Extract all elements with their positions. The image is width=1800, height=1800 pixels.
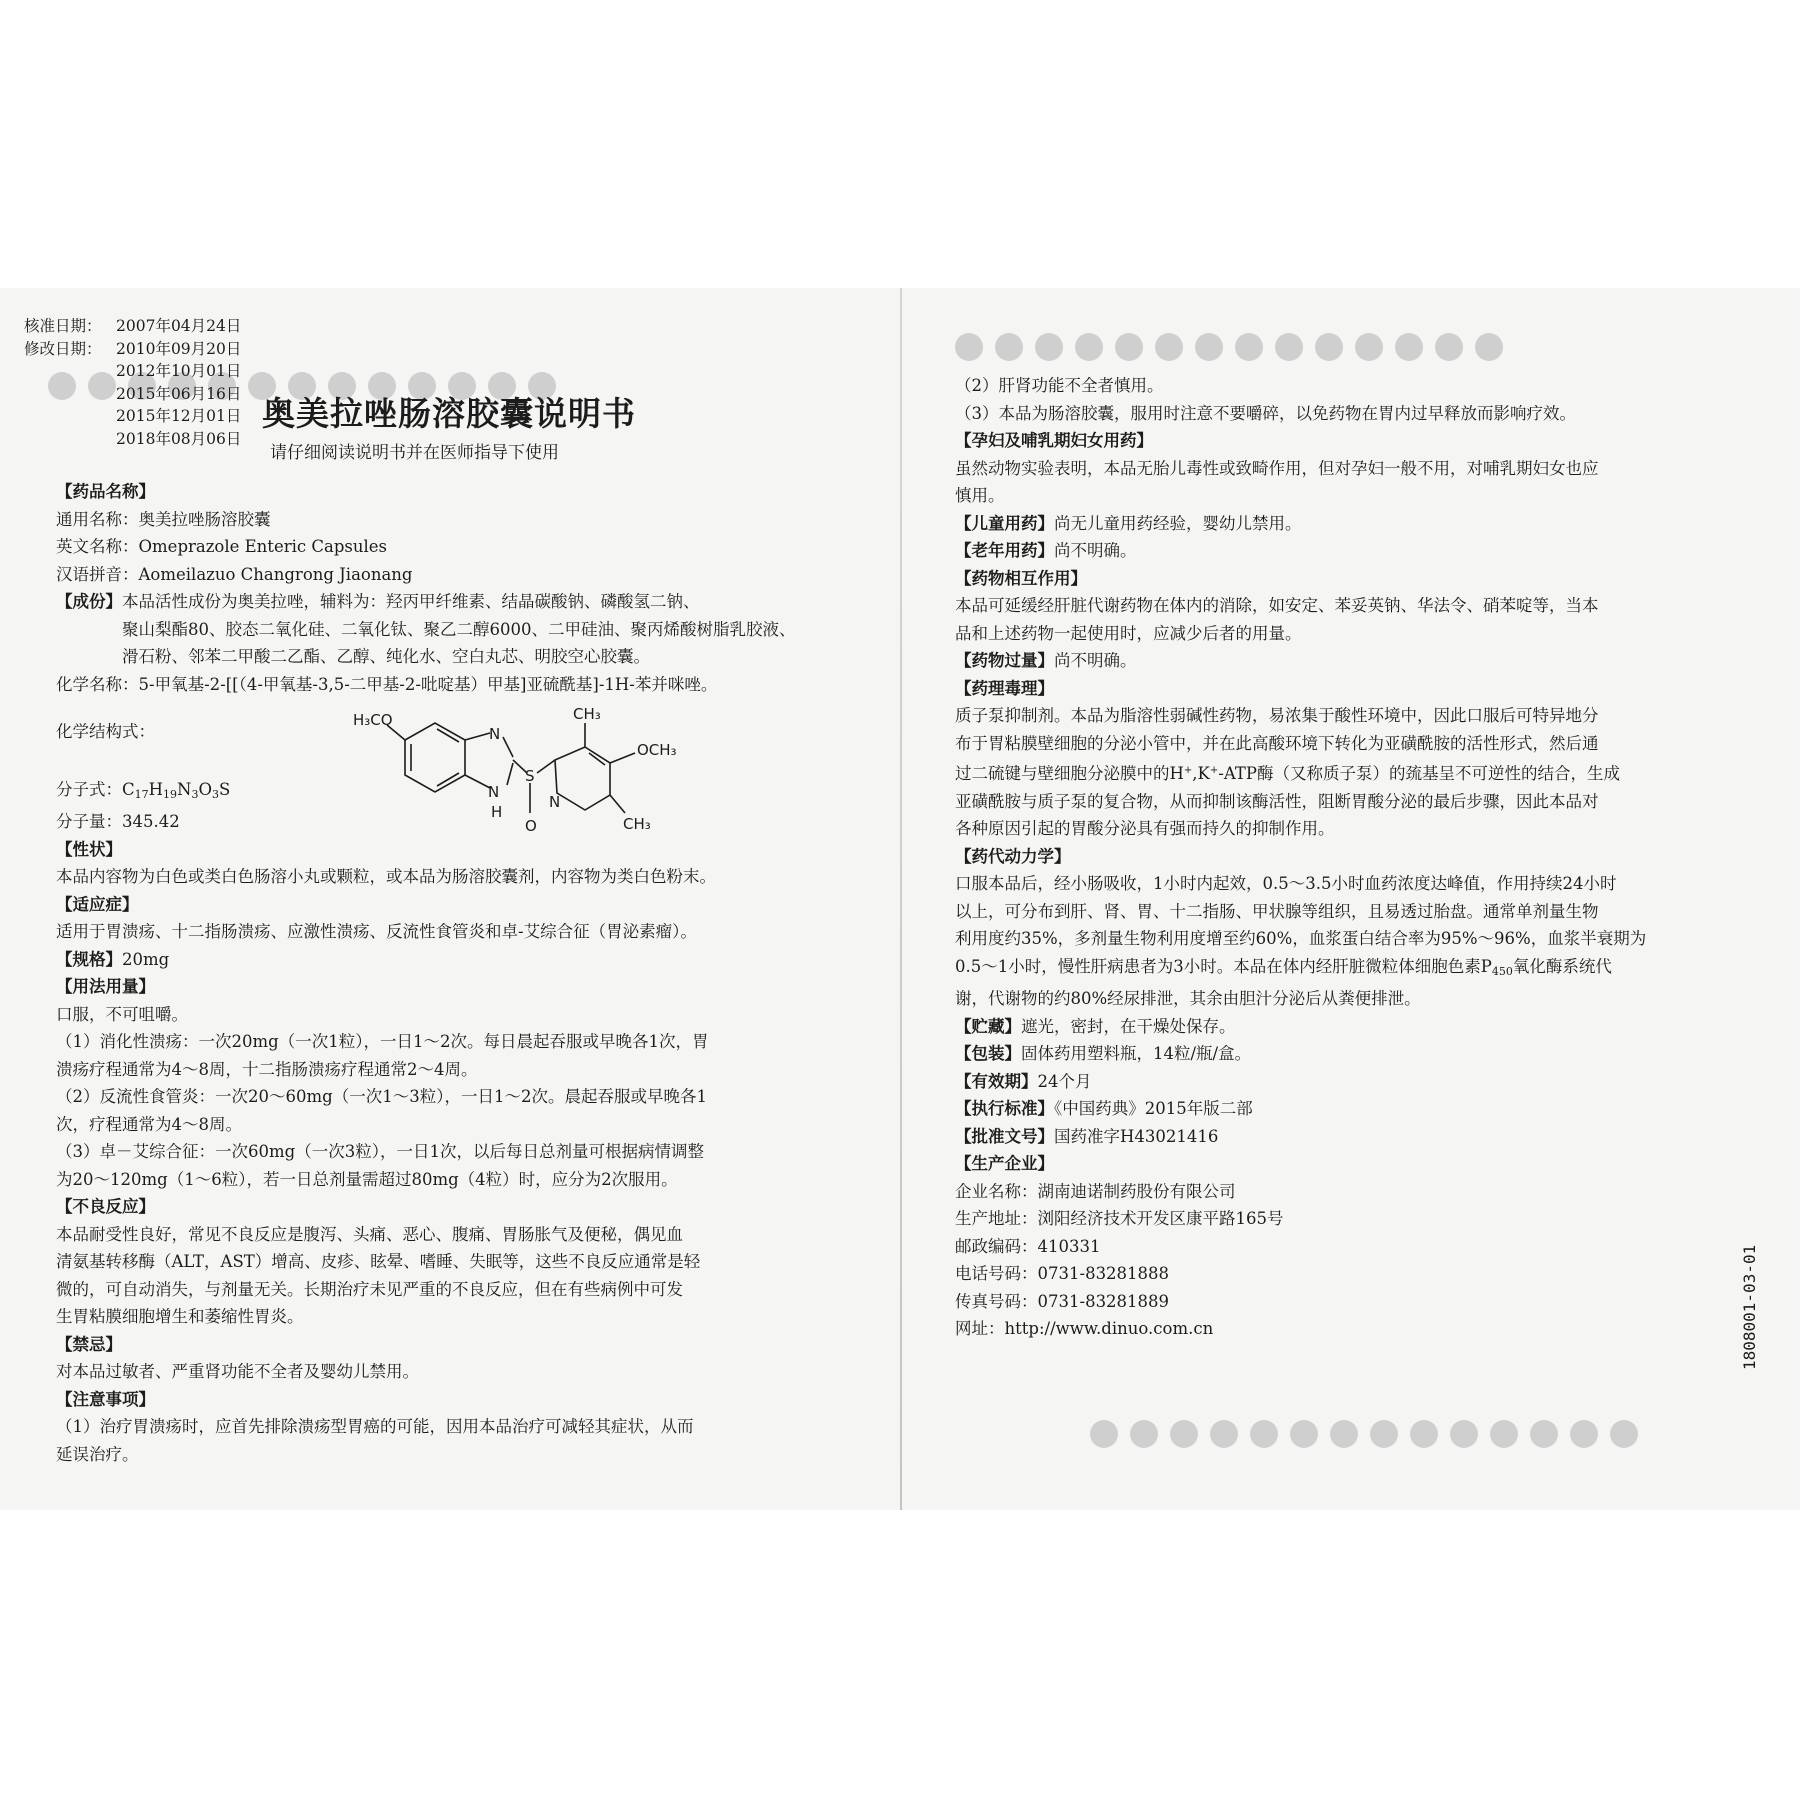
- date-row: [24, 338, 241, 361]
- atom-label: N: [488, 783, 500, 801]
- usage-line: 口服，不可咀嚼。: [56, 1004, 188, 1024]
- date-row: [24, 383, 241, 406]
- section-heading: 【儿童用药】: [955, 513, 1054, 533]
- pharmacology-line: 质子泵抑制剂。本品为脂溶性弱碱性药物，易浓集于酸性环境中，因此口服后可特异地分: [955, 706, 1599, 725]
- pharmacology-line: [955, 757, 1735, 788]
- composition-line: 聚山梨酯80、胶态二氧化硅、二氧化钛、聚乙二醇6000、二甲硅油、聚丙烯酸树脂乳胶液、: [122, 619, 796, 639]
- section-heading: 【包装】: [955, 1044, 1021, 1063]
- section-heading: 【注意事项】: [56, 1389, 155, 1409]
- pharmacology-line: 各种原因引起的胃酸分泌具有强而持久的抑制作用。: [955, 819, 1335, 838]
- usage-line: （2）反流性食管炎：一次20～60mg（一次1～3粒），一日1～2次。晨起吞服或早晚各1: [56, 1087, 707, 1106]
- formula-atom: N: [177, 779, 192, 799]
- section-heading: 【适应症】: [56, 894, 139, 914]
- storage: [955, 1013, 1735, 1041]
- pediatric-text: 尚无儿童用药经验，婴幼儿禁用。: [1054, 513, 1302, 533]
- usage-line: 溃疡疗程通常为4～8周，十二指肠溃疡疗程通常2～4周。: [56, 1059, 478, 1079]
- methylene-bond: [537, 760, 555, 773]
- usage-line: 为20～120mg（1～6粒），若一日总剂量需超过80mg（4粒）时，应分为2次服用。: [56, 1169, 678, 1189]
- composition-text: 本品活性成份为奥美拉唑，辅料为：羟丙甲纤维素、结晶碳酸钠、磷酸氢二钠、: [122, 592, 700, 611]
- overdose-text: 尚不明确。: [1054, 651, 1137, 670]
- pinyin-name: 汉语拼音：Aomeilazuo Changrong Jiaonang: [56, 564, 413, 584]
- atom-label: OCH₃: [637, 741, 677, 759]
- superscript: +: [1183, 765, 1193, 776]
- revision-dates: [24, 315, 241, 450]
- atom-label: H₃CO: [353, 711, 393, 729]
- imidazole-bond: [507, 763, 513, 785]
- specification-value: 20mg: [122, 949, 170, 969]
- structure-label: 化学结构式：: [56, 722, 155, 741]
- left-column: [56, 478, 856, 1468]
- date-label: [24, 383, 116, 406]
- manufacturer-line: 传真号码：0731-83281889: [955, 1291, 1170, 1311]
- section-heading: 【药代动力学】: [955, 846, 1071, 866]
- approval-number: [955, 1123, 1735, 1151]
- section-heading: 【用法用量】: [56, 977, 155, 996]
- section-heading: 【孕妇及哺乳期妇女用药】: [955, 431, 1153, 450]
- indications-text: 适用于胃溃疡、十二指肠溃疡、应激性溃疡、反流性食管炎和卓-艾综合征（胃泌素瘤）。: [56, 922, 697, 941]
- document-code: 1808001-03-01: [1740, 1244, 1759, 1370]
- document-title: 奥美拉唑肠溶胶囊说明书: [262, 394, 636, 433]
- formula-label: 分子式：: [56, 779, 122, 799]
- standard-text: 《中国药典》2015年版二部: [1054, 1099, 1253, 1118]
- imidazole-bond: [503, 737, 513, 757]
- note-line: （2）肝肾功能不全者慎用。: [955, 376, 1164, 395]
- specification: [56, 946, 856, 974]
- date-value: 2010年09月20日: [116, 339, 242, 358]
- section-heading: 【规格】: [56, 949, 122, 969]
- section-heading: 【药物过量】: [955, 651, 1054, 670]
- imidazole-bond: [465, 733, 490, 740]
- fold-line: [900, 288, 902, 1510]
- benzene-ring: [405, 723, 465, 792]
- composition-line: 滑石粉、邻苯二甲酸二乙酯、乙醇、纯化水、空白丸芯、明胶空心胶囊。: [122, 647, 650, 666]
- approval-text: 国药准字H43021416: [1054, 1126, 1219, 1146]
- formula-atom: O: [198, 779, 212, 799]
- pregnancy-line: 虽然动物实验表明，本品无胎儿毒性或致畸作用，但对孕妇一般不用，对哺乳期妇女也应: [955, 458, 1599, 478]
- adverse-line: 本品耐受性良好，常见不良反应是腹泻、头痛、恶心、腹痛、胃肠胀气及便秘，偶见血: [56, 1224, 683, 1244]
- contraindication-text: 对本品过敏者、严重肾功能不全者及婴幼儿禁用。: [56, 1362, 419, 1381]
- atom-label: CH₃: [623, 815, 651, 833]
- overdose: [955, 647, 1735, 675]
- validity-text: 24个月: [1037, 1071, 1092, 1091]
- adverse-line: 生胃粘膜细胞增生和萎缩性胃炎。: [56, 1307, 304, 1326]
- section-heading: 【生产企业】: [955, 1154, 1054, 1173]
- chemical-structure-diagram: [345, 695, 715, 865]
- pharmacokinetics-line: 利用度约35%，多剂量生物利用度增至约60%，血浆蛋白结合率为95%～96%，血浆半衰期为: [955, 929, 1647, 948]
- validity: [955, 1068, 1735, 1096]
- geriatric-text: 尚不明确。: [1054, 541, 1137, 560]
- formula-atom: C: [122, 779, 135, 799]
- date-value: 2018年08月06日: [116, 429, 242, 448]
- pharmacokinetics-line: [955, 953, 1735, 986]
- formula-count: 3: [211, 787, 219, 801]
- molecular-weight: 分子量：345.42: [56, 812, 180, 831]
- package: [955, 1040, 1735, 1068]
- pharmacology-line: 布于胃粘膜壁细胞的分泌小管中，并在此高酸环境下转化为亚磺酰胺的活性形式，然后通: [955, 733, 1599, 753]
- text-span: 氧化酶系统代: [1512, 956, 1612, 976]
- atom-label: H: [491, 803, 503, 821]
- note-line: （1）治疗胃溃疡时，应首先排除溃疡型胃癌的可能，因用本品治疗可减轻其症状，从而: [56, 1417, 694, 1436]
- manufacturer-line: 邮政编码：410331: [955, 1236, 1101, 1256]
- formula-count: 19: [163, 787, 178, 801]
- english-name: 英文名称：Omeprazole Enteric Capsules: [56, 537, 387, 556]
- date-row: [24, 360, 241, 383]
- subscript: 450: [1491, 964, 1513, 978]
- imidazole-bond: [465, 775, 490, 788]
- formula-count: 3: [191, 787, 199, 801]
- storage-text: 遮光，密封，在干燥处保存。: [1021, 1016, 1236, 1036]
- section-heading: 【批准文号】: [955, 1126, 1054, 1146]
- atom-label: CH₃: [573, 705, 601, 723]
- formula-atom: S: [218, 779, 231, 799]
- section-heading: 【药品名称】: [56, 482, 155, 501]
- pharmacokinetics-line: 口服本品后，经小肠吸收，1小时内起效，0.5～3.5小时血药浓度达峰值，作用持续24小时: [955, 874, 1617, 893]
- chemical-name: 化学名称：5-甲氧基-2-[[（4-甲氧基-3,5-二甲基-2-吡啶基）甲基]亚硫酰基]-1H-苯并咪唑。: [56, 674, 718, 694]
- adverse-line: 清氨基转移酶（ALT，AST）增高、皮疹、眩晕、嗜睡、失眠等，这些不良反应通常是轻: [56, 1252, 701, 1271]
- section-heading: 【不良反应】: [56, 1197, 155, 1216]
- pregnancy-line: 慎用。: [955, 486, 1005, 505]
- date-label: [24, 360, 116, 383]
- adverse-line: 微的，可自动消失，与剂量无关。长期治疗未见严重的不良反应，但在有些病例中可发: [56, 1279, 683, 1299]
- atom-label: N: [489, 725, 501, 743]
- pediatric-use: [955, 510, 1735, 538]
- date-label: [24, 428, 116, 451]
- manufacturer-line: 网址：http://www.dinuo.com.cn: [955, 1319, 1214, 1338]
- section-heading: 【执行标准】: [955, 1099, 1054, 1118]
- right-column: [955, 372, 1735, 1343]
- note-line: （3）本品为肠溶胶囊，服用时注意不要嚼碎，以免药物在胃内过早释放而影响疗效。: [955, 403, 1576, 423]
- text-span: 过二硫键与壁细胞分泌膜中的H: [955, 764, 1184, 783]
- decorative-dots-top-right: [955, 333, 1503, 361]
- formula-atom: H: [148, 779, 164, 799]
- atom-label: N: [549, 793, 561, 811]
- usage-line: （3）卓－艾综合征：一次60mg（一次3粒），一日1次，以后每日总剂量可根据病情调整: [56, 1142, 704, 1161]
- section-heading: 【老年用药】: [955, 541, 1054, 560]
- formula-count: 17: [134, 787, 149, 801]
- methyl-bond: [610, 795, 625, 813]
- pharmacology-line: 亚磺酰胺与质子泵的复合物，从而抑制该酶活性，阻断胃酸分泌的最后步骤，因此本品对: [955, 791, 1599, 811]
- date-label: 修改日期：: [24, 339, 102, 358]
- text-span: -ATP酶（又称质子泵）的巯基呈不可逆性的结合，生成: [1218, 764, 1620, 783]
- package-text: 固体药用塑料瓶，14粒/瓶/盒。: [1021, 1044, 1252, 1063]
- section-heading: 【药物相互作用】: [955, 568, 1087, 588]
- pyridine-ring: [555, 747, 610, 810]
- manufacturer-line: 企业名称：湖南迪诺制药股份有限公司: [955, 1181, 1236, 1201]
- section-heading: 【禁忌】: [56, 1334, 122, 1354]
- section-heading: 【性状】: [56, 839, 122, 859]
- note-line: 延误治疗。: [56, 1444, 139, 1464]
- methoxy-bond: [610, 753, 635, 763]
- text-span: 0.5～1小时，慢性肝病患者为3小时。本品在体内经肝脏微粒体细胞色素P: [955, 956, 1492, 976]
- section-heading: 【贮藏】: [955, 1016, 1021, 1036]
- generic-name: 通用名称：奥美拉唑肠溶胶囊: [56, 509, 271, 529]
- section-heading: 【有效期】: [955, 1071, 1038, 1091]
- manufacturer-line: 电话号码：0731-83281888: [955, 1264, 1170, 1283]
- date-value: 2007年04月24日: [116, 317, 242, 335]
- decorative-dots-bottom-right: [1090, 1420, 1638, 1448]
- geriatric-use: [955, 537, 1735, 565]
- date-value: 2015年06月16日: [116, 384, 242, 403]
- superscript: +: [1209, 765, 1219, 776]
- pharmacokinetics-line: 以上，可分布到肝、肾、胃、十二指肠、甲状腺等组织，且易透过胎盘。通常单剂量生物: [955, 901, 1599, 921]
- usage-line: 次，疗程通常为4～8周。: [56, 1114, 242, 1134]
- document-subtitle: 请仔细阅读说明书并在医师指导下使用: [270, 443, 559, 463]
- date-row: [24, 428, 241, 451]
- date-row: [24, 315, 241, 338]
- date-label: 核准日期：: [24, 317, 102, 335]
- description-text: 本品内容物为白色或类白色肠溶小丸或颗粒，或本品为肠溶胶囊剂，内容物为类白色粉末。: [56, 867, 716, 886]
- atom-label: S: [525, 767, 535, 785]
- date-row: [24, 405, 241, 428]
- date-label: [24, 405, 116, 428]
- text-span: ,K: [1192, 764, 1210, 783]
- usage-line: （1）消化性溃疡：一次20mg（一次1粒），一日1～2次。每日晨起吞服或早晚各1次，胃: [56, 1032, 709, 1051]
- date-value: 2015年12月01日: [116, 407, 242, 425]
- standard: [955, 1095, 1735, 1123]
- interaction-line: 本品可延缓经肝脏代谢药物在体内的消除，如安定、苯妥英钠、华法令、硝苯啶等，当本: [955, 596, 1599, 615]
- pharmacokinetics-line: 谢，代谢物的约80%经尿排泄，其余由胆汁分泌后从粪便排泄。: [955, 989, 1421, 1008]
- section-heading: 【药理毒理】: [955, 678, 1054, 698]
- date-value: 2012年10月01日: [116, 362, 242, 380]
- composition: [56, 588, 856, 616]
- interaction-line: 品和上述药物一起使用时，应减少后者的用量。: [955, 623, 1302, 643]
- manufacturer-line: 生产地址：浏阳经济技术开发区康平路165号: [955, 1209, 1284, 1228]
- section-heading: 【成份】: [56, 592, 122, 611]
- atom-label: O: [525, 817, 537, 835]
